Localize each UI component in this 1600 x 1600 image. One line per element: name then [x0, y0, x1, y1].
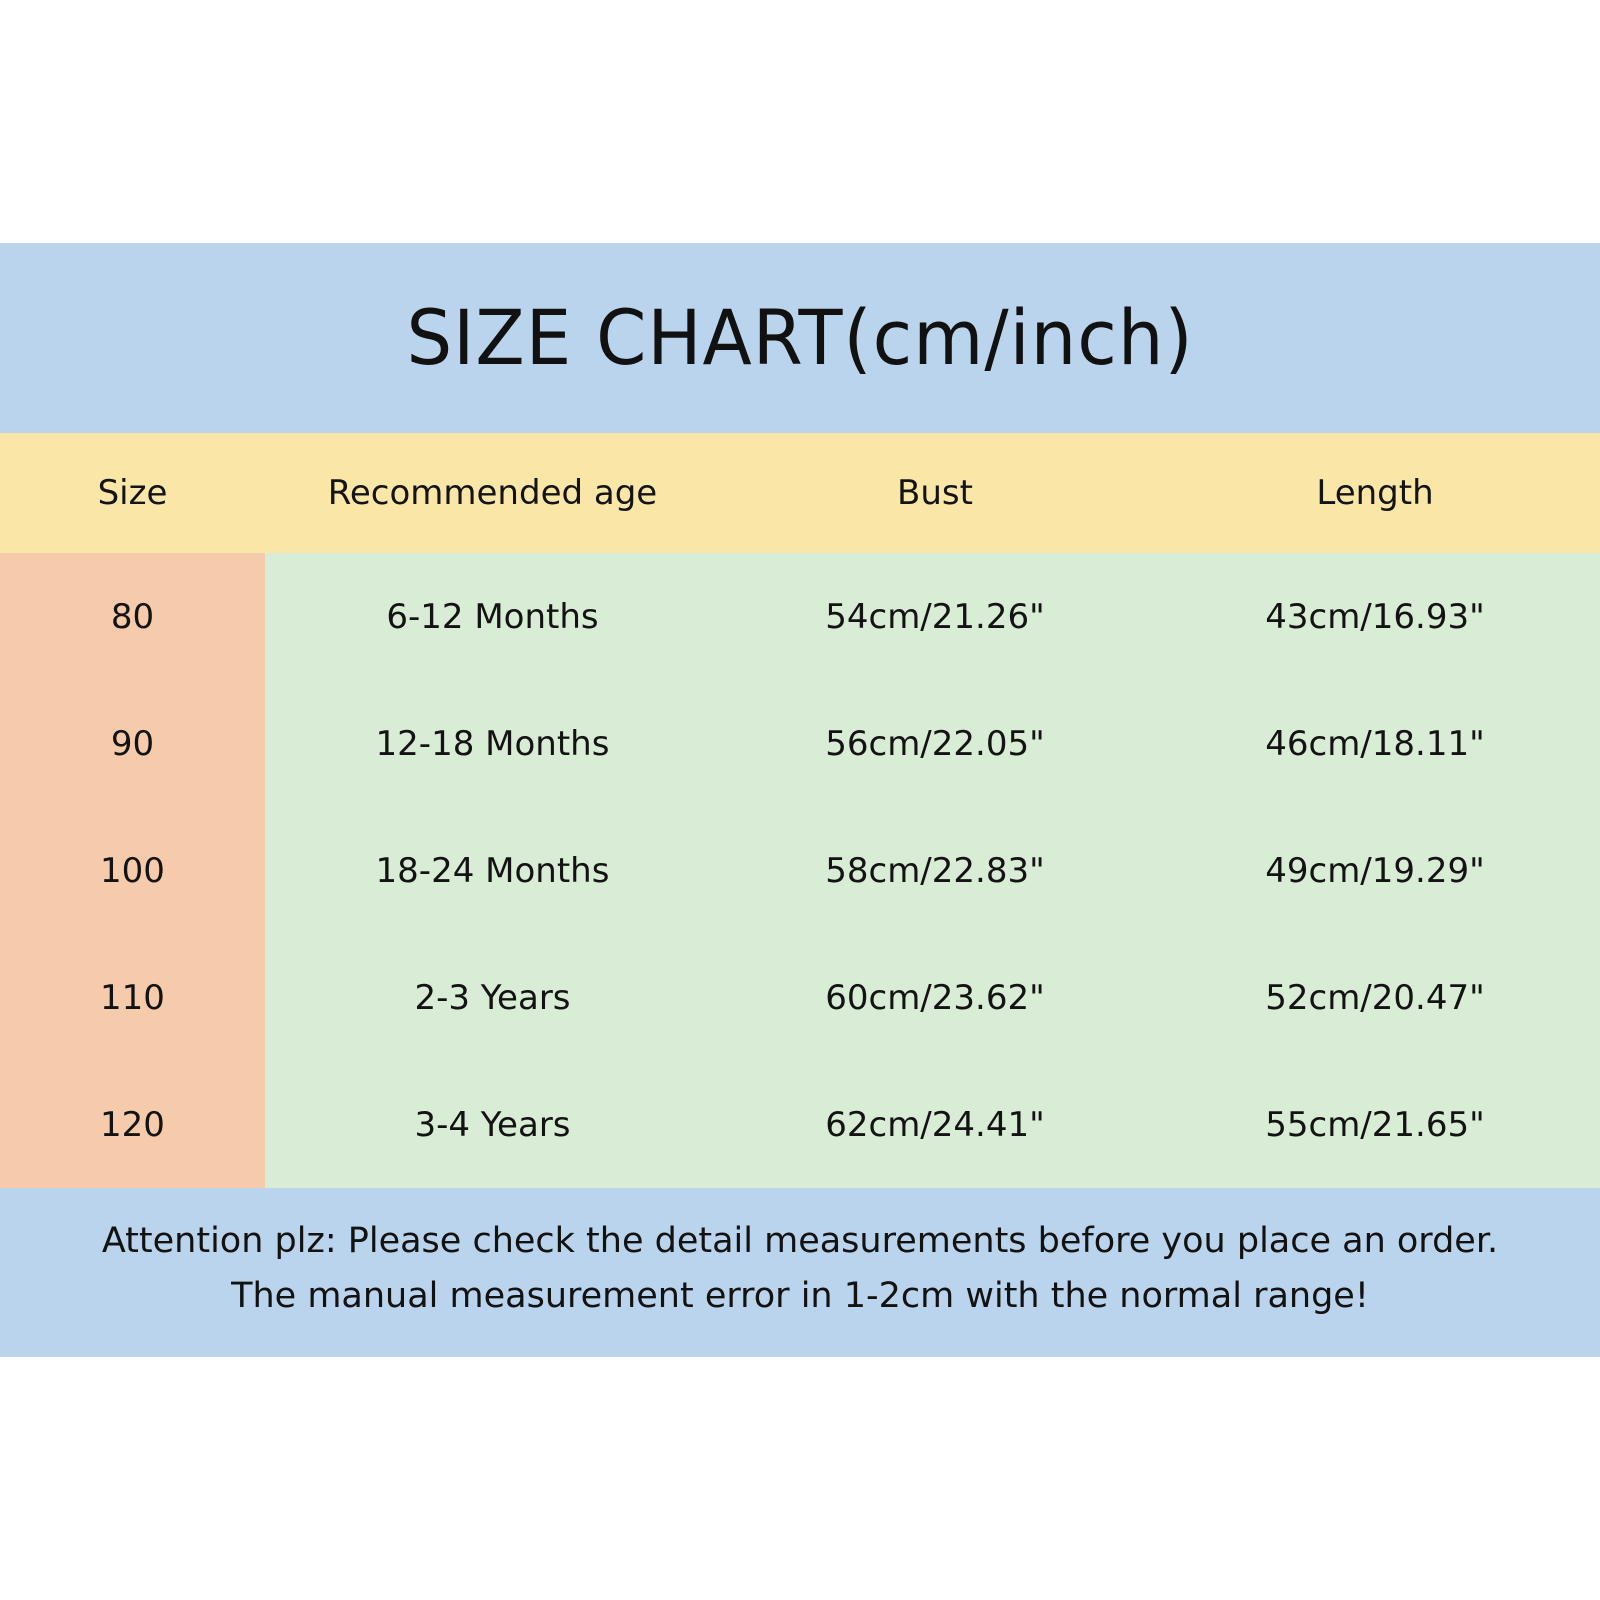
cell-length: 46cm/18.11": [1265, 723, 1485, 764]
cell-size: 80: [110, 596, 155, 637]
table-row: [0, 553, 265, 680]
cell-recommended-age: 18-24 Months: [375, 850, 610, 891]
cell-recommended-age: 6-12 Months: [386, 596, 599, 637]
column-header-bust: Bust: [897, 473, 973, 514]
table-row: [0, 680, 265, 807]
attention-note-line-2: The manual measurement error in 1-2cm with the normal range!: [231, 1275, 1369, 1316]
attention-note-band: [0, 1188, 1600, 1357]
table-row: [265, 553, 1600, 680]
measurements-column-group: [265, 553, 1600, 1188]
table-row: [0, 1061, 265, 1188]
table-row: [265, 807, 1600, 934]
table-row: [265, 1061, 1600, 1188]
table-header-row: [0, 433, 1600, 553]
cell-recommended-age: 2-3 Years: [414, 977, 571, 1018]
cell-length: 49cm/19.29": [1265, 850, 1485, 891]
table-row: [0, 807, 265, 934]
table-row: [265, 680, 1600, 807]
cell-size: 90: [110, 723, 155, 764]
cell-recommended-age: 12-18 Months: [375, 723, 610, 764]
cell-length: 43cm/16.93": [1265, 596, 1485, 637]
cell-size: 100: [100, 850, 165, 891]
cell-length: 55cm/21.65": [1265, 1104, 1485, 1145]
cell-bust: 56cm/22.05": [825, 723, 1045, 764]
cell-bust: 58cm/22.83": [825, 850, 1045, 891]
cell-bust: 60cm/23.62": [825, 977, 1045, 1018]
cell-recommended-age: 3-4 Years: [414, 1104, 571, 1145]
chart-title-band: [0, 243, 1600, 433]
cell-bust: 62cm/24.41": [825, 1104, 1045, 1145]
column-header-size: Size: [97, 473, 168, 514]
table-row: [0, 934, 265, 1061]
column-header-recommended-age: Recommended age: [327, 473, 658, 514]
page-title: SIZE CHART(cm/inch): [406, 294, 1194, 383]
size-column: [0, 553, 265, 1188]
table-row: [265, 934, 1600, 1061]
size-chart: [0, 243, 1600, 1357]
cell-size: 110: [100, 977, 165, 1018]
table-body: [0, 553, 1600, 1188]
attention-note-line-1: Attention plz: Please check the detail measurements before you place an order.: [101, 1221, 1499, 1262]
cell-size: 120: [100, 1104, 165, 1145]
cell-bust: 54cm/21.26": [825, 596, 1045, 637]
cell-length: 52cm/20.47": [1265, 977, 1485, 1018]
column-header-length: Length: [1316, 473, 1434, 514]
